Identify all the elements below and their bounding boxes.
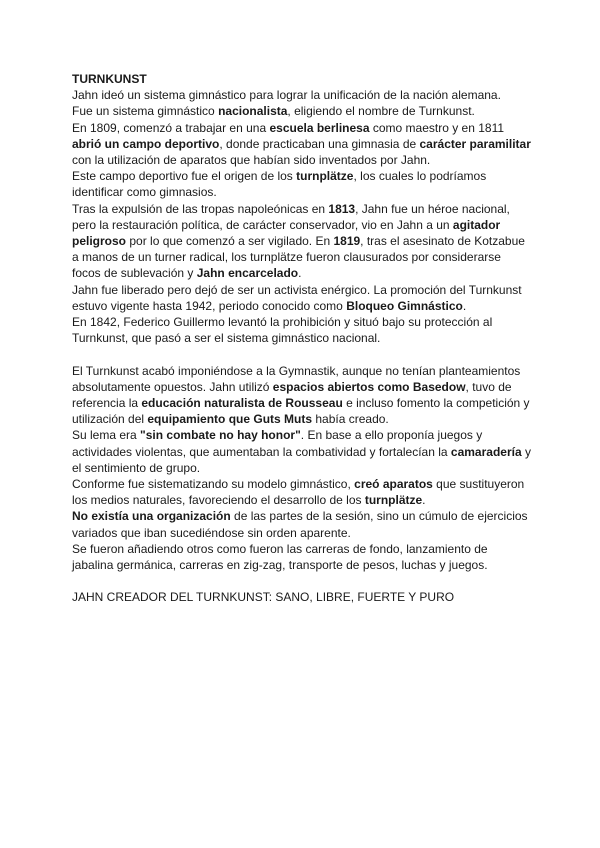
- document-title: TURNKUNST: [72, 72, 147, 86]
- bold-phrase: Bloqueo Gimnástico: [346, 298, 463, 313]
- text-run: había creado.: [312, 412, 389, 427]
- text-run: Este campo deportivo fue el origen de los: [72, 169, 297, 184]
- text-line: [72, 363, 532, 428]
- text-run: Conforme fue sistematizando su modelo gimnástico,: [72, 477, 355, 492]
- bold-phrase: creó aparatos: [354, 477, 433, 492]
- section-characteristics: [72, 363, 532, 574]
- text-line: [72, 508, 532, 540]
- text-run: con la utilización de aparatos que habían sido inventados por Jahn.: [72, 153, 431, 168]
- text-run: Tras la expulsión de las tropas napoleónicas en: [72, 201, 329, 216]
- text-line: [72, 314, 532, 346]
- text-line: [72, 201, 532, 282]
- bold-phrase: agitador peligroso: [72, 217, 501, 249]
- closing-statement: JAHN CREADOR DEL TURNKUNST: SANO, LIBRE, FUERTE Y PURO: [72, 590, 455, 605]
- text-run: Jahn fue liberado pero dejó de ser un activista enérgico. La promoción del Turnkunst estuvo vigente hasta 1942, periodo conocido como: [72, 282, 522, 313]
- text-run: por lo que comenzó a ser vigilado. En: [126, 234, 334, 249]
- document-page: [72, 71, 532, 605]
- bold-phrase: turnplätze: [364, 493, 423, 508]
- text-run: como maestro y en 1811: [369, 120, 505, 135]
- text-line: [72, 282, 532, 314]
- text-line: [72, 168, 532, 200]
- text-run: El Turnkunst acabó imponiéndose a la Gymnastik, aunque no tenían planteamientos absolutamente opuestos. Jahn utilizó: [72, 363, 521, 394]
- text-run: , eligiendo el nombre de Turnkunst.: [287, 104, 475, 119]
- text-run: .: [298, 266, 302, 281]
- text-run: En 1842, Federico Guillermo levantó la prohibición y situó bajo su protección al Turnkunst, que pasó a ser el sistema gimnástico nacional.: [72, 315, 493, 346]
- text-run: . En base a ello proponía juegos y actividades violentas, que aumentaban la combatividad y fortalecían la: [72, 428, 483, 459]
- text-run: , tuvo de referencia la: [72, 379, 512, 411]
- text-run: .: [422, 493, 426, 508]
- text-run: , Jahn fue un héroe nacional, pero la restauración política, de carácter conservador, vio en Jahn a un: [72, 201, 510, 232]
- bold-phrase: No existía una organización: [72, 509, 231, 524]
- bold-phrase: escuela berlinesa: [269, 120, 370, 135]
- bold-phrase: nacionalista: [218, 104, 288, 119]
- text-run: , los cuales lo podríamos identificar como gimnasios.: [72, 169, 487, 200]
- text-line: [72, 541, 532, 573]
- text-line: [72, 120, 532, 169]
- bold-phrase: espacios abiertos como Basedow: [272, 379, 466, 394]
- bold-phrase: carácter paramilitar: [419, 136, 531, 151]
- section-history: [72, 87, 532, 346]
- text-run: .: [462, 298, 467, 313]
- text-run: Jahn ideó un sistema gimnástico para lograr la unificación de la nación alemana.: [72, 88, 501, 103]
- text-run: e incluso fomento la competición y utilización del: [72, 396, 530, 427]
- text-line: [72, 103, 532, 119]
- bold-phrase: educación naturalista de Rousseau: [141, 396, 343, 411]
- text-run: de las partes de la sesión, sino un cúmulo de ejercicios variados que iban sucediéndose sin orden aparente.: [72, 509, 528, 540]
- bold-phrase: turnplätze: [296, 169, 354, 184]
- text-run: Se fueron añadiendo otros como fueron las carreras de fondo, lanzamiento de jabalina germánica, carreras en zig-zag, transporte de pesos, luchas y juegos.: [72, 541, 488, 573]
- bold-phrase: abrió un campo deportivo: [72, 136, 220, 151]
- bold-phrase: Jahn encarcelado: [196, 266, 299, 281]
- text-run: Fue un sistema gimnástico: [72, 104, 219, 119]
- text-run: que sustituyeron los medios naturales, favoreciendo el desarrollo de los: [72, 477, 525, 508]
- bold-phrase: camaradería: [450, 444, 522, 459]
- paragraph-spacer: [72, 346, 532, 362]
- bold-phrase: equipamiento que Guts Muts: [147, 412, 313, 427]
- text-run: y el sentimiento de grupo.: [72, 444, 531, 475]
- bold-phrase: "sin combate no hay honor": [140, 428, 301, 443]
- text-line: [72, 87, 532, 103]
- bold-phrase: 1819: [333, 234, 361, 249]
- bold-phrase: 1813: [328, 201, 356, 216]
- text-line: [72, 476, 532, 508]
- text-run: Su lema era: [72, 428, 141, 443]
- text-line: [72, 427, 532, 476]
- text-run: , tras el asesinato de Kotzabue a manos de un turner radical, los turnplätze fueron clausurados por considerarse focos de sublevación y: [72, 234, 525, 281]
- text-run: En 1809, comenzó a trabajar en una: [72, 120, 270, 135]
- text-run: , donde practicaban una gimnasia de: [219, 136, 420, 151]
